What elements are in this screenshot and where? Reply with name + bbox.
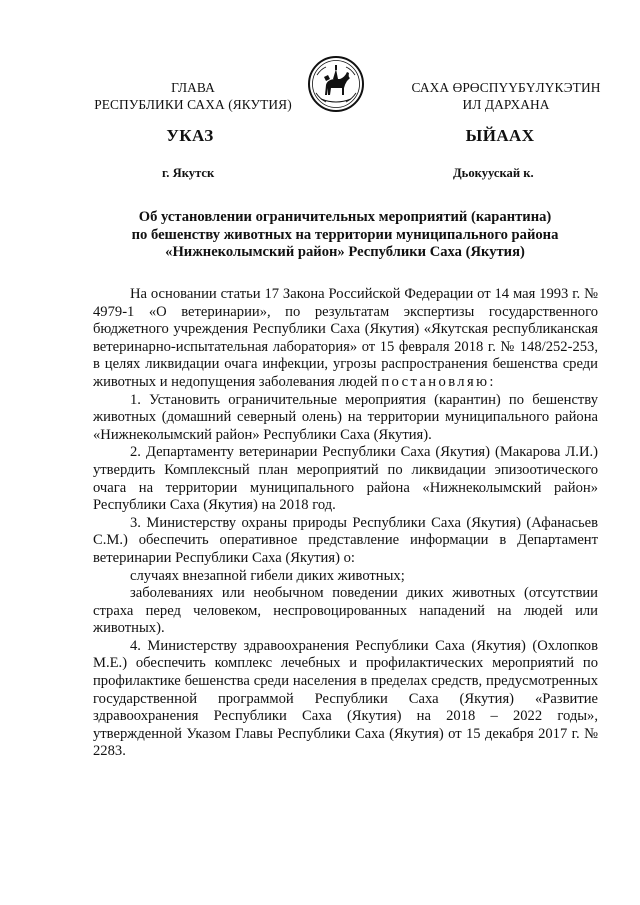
item-4: 4. Министерству здравоохранения Республики Саха (Якутия) (Охлопков М.Е.) обеспечить комплекс лечебных и профилактических мероприятий по профилактике бешенства среди населения в пределах средств, предусмотренных государственной программой Республики Саха (Якутия) «Развитие здравоохранения Республики Саха (Якутия) на 2018 – 2022 годы», утвержденной Указом Главы Республики Саха (Якутия) от 15 декабря 2017 г. № 2283.	[93, 637, 598, 760]
subject-line-3: «Нижнеколымский район» Республики Саха (Якутия)	[165, 244, 525, 261]
item-3-sub-1: случаях внезапной гибели диких животных;	[130, 567, 405, 584]
coat-of-arms-icon	[307, 55, 365, 113]
issuer-sah-line2: ИЛ ДАРХАНА	[462, 97, 550, 112]
item-1: 1. Установить ограничительные мероприятия (карантин) по бешенству животных (домашний северный олень) на территории муниципального района «Нижнеколымский район» Республики Саха (Якутия).	[93, 391, 598, 443]
issuer-sah-line1: САХА ӨРӨСПҮҮБҮЛҮКЭТИН	[411, 80, 601, 95]
issuer-sah	[386, 79, 626, 113]
intro-paragraph	[93, 286, 598, 392]
doc-type-sah: ЫЙААХ	[465, 126, 535, 145]
intro-text: На основании статьи 17 Закона Российской Федерации от 14 мая 1993 г. № 4979-1 «О ветеринарии», по результатам экспертизы государственного бюджетного учреждения Республики Саха (Якутия) «Якутская республиканская ветеринарно-испытательная лаборатория» от 15 февраля 2018 г. № 148/252-253, в целях ликвидации очага инфекции, угрозы распространения бешенства среди животных и недопущения заболевания людей	[93, 286, 598, 390]
city-ru: г. Якутск	[162, 166, 215, 180]
doc-type-ru: УКАЗ	[166, 126, 214, 145]
issuer-ru-line1: ГЛАВА	[171, 80, 215, 95]
item-3: 3. Министерству охраны природы Республики Саха (Якутия) (Афанасьев С.М.) обеспечить оперативное представление информации в Департамент ветеринарии Республики Саха (Якутия) о:	[93, 514, 598, 566]
decree-subject	[90, 209, 600, 262]
issuer-ru-line2: РЕСПУБЛИКИ САХА (ЯКУТИЯ)	[94, 97, 292, 112]
decree-word: постановляю:	[381, 373, 496, 390]
city-sah: Дьокуускай к.	[453, 166, 534, 180]
issuer-ru	[74, 79, 312, 113]
subject-line-1: Об установлении ограничительных мероприятий (карантина)	[138, 209, 552, 225]
decree-body	[93, 286, 598, 761]
item-3-sub-2: заболеваниях или необычном поведении диких животных (отсутствии страха перед человеком, неспровоцированных нападений на людей или животных).	[93, 585, 598, 637]
item-2: 2. Департаменту ветеринарии Республики Саха (Якутия) (Макарова Л.И.) утвердить Комплексный план мероприятий по ликвидации эпизоотического очага на территории муниципального района «Нижнеколымский район» Республики Саха (Якутия) на 2018 год.	[93, 444, 598, 514]
subject-line-2: по бешенству животных на территории муниципального района	[131, 226, 559, 243]
